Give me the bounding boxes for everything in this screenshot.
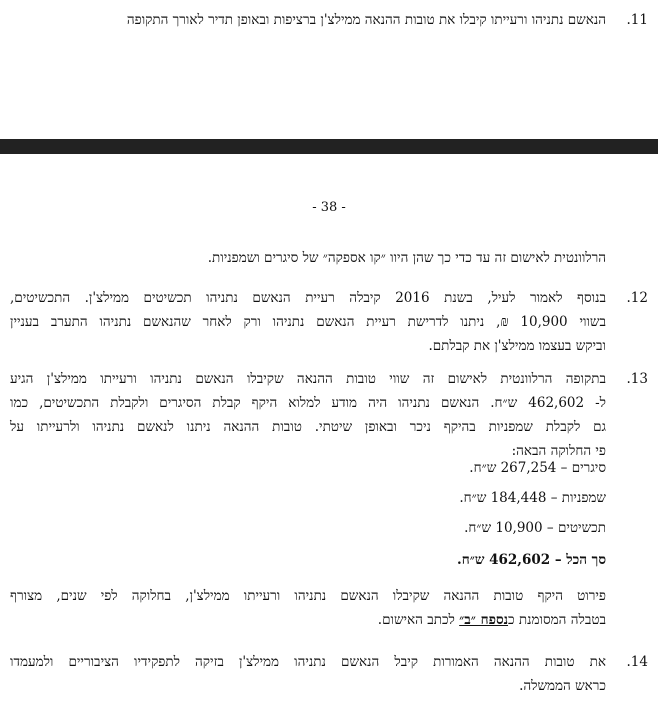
breakdown-jewelry: תכשיטים – 10,900 ש״ח. — [464, 520, 606, 536]
appendix-outro: לכתב האישום. — [377, 612, 460, 628]
item-13-details-line-1: פירוט היקף טובות ההנאה שקיבלו הנאשם נתניהו ורעייתו ממילצ'ן, בחלוקה לפי שנים, מצורף — [10, 588, 606, 604]
item-number-13: .13 — [626, 371, 648, 387]
breakdown-cigars: סיגרים – 267,254 ש״ח. — [469, 460, 606, 476]
appendix-intro: בטבלה המסומנת כ — [508, 612, 606, 628]
appendix-reference: נספח ״ב״ — [459, 612, 509, 628]
item-number-14: .14 — [626, 654, 648, 670]
item-14-line-1: את טובות ההנאה האמורות קיבל הנאשם נתניהו ממילצ'ן בזיקה לתפקידיו הציבוריים ולמעמדו — [10, 654, 606, 670]
item-14-line-2: כראש הממשלה. — [519, 678, 606, 694]
item-13-line-2: ל- 462,602 ש״ח. הנאשם נתניהו היה מודע למלוא היקף קבלת הסיגרים ולקבלת התכשיטים, כמו — [10, 395, 607, 411]
breakdown-total: סך הכל – 462,602 ש״ח. — [457, 552, 606, 568]
item-13-line-4: פי החלוקה הבאה: — [511, 443, 606, 459]
item-number-11: .11 — [626, 12, 648, 28]
breakdown-champagne: שמפניות – 184,448 ש״ח. — [459, 490, 606, 506]
item-13-line-3: גם לקבלת שמפניות בהיקף ניכר ובאופן שיטתי. טובות ההנאה ניתנו לנאשם נתניהו ולרעייתו על — [10, 419, 606, 435]
item-12-line-1: בנוסף לאמור לעיל, בשנת 2016 קיבלה רעיית הנאשם נתניהו תכשיטים ממילצ'ן. התכשיטים, — [10, 290, 607, 306]
item-12-line-3: וביקש בעצמו ממילצ'ן את קבלתם. — [428, 338, 606, 354]
continuation-text: הרלוונטית לאישום זה עד כדי כך שהן היוו ״קו אספקה״ של סיגרים ושמפניות. — [207, 250, 606, 266]
item-number-12: .12 — [626, 290, 648, 306]
page-break-divider — [0, 139, 658, 154]
item-13-details-line-2 — [10, 608, 606, 633]
item-11-text: הנאשם נתניהו ורעייתו קיבלו את טובות ההנאה ממילצ'ן ברציפות ובאופן תדיר לאורך התקופה — [126, 12, 606, 28]
item-13-line-1: בתקופה הרלוונטית לאישום זה שווי טובות ההנאה שקיבלו הנאשם נתניהו ורעייתו ממילצ'ן הגיע — [10, 371, 606, 387]
item-12-line-2: בשווי 10,900 ₪, ניתנו לדרישת רעיית הנאשם נתניהו ורק לאחר שהנאשם נתניהו התערב בעניין — [10, 314, 606, 330]
page-number: - 38 - — [312, 200, 346, 215]
